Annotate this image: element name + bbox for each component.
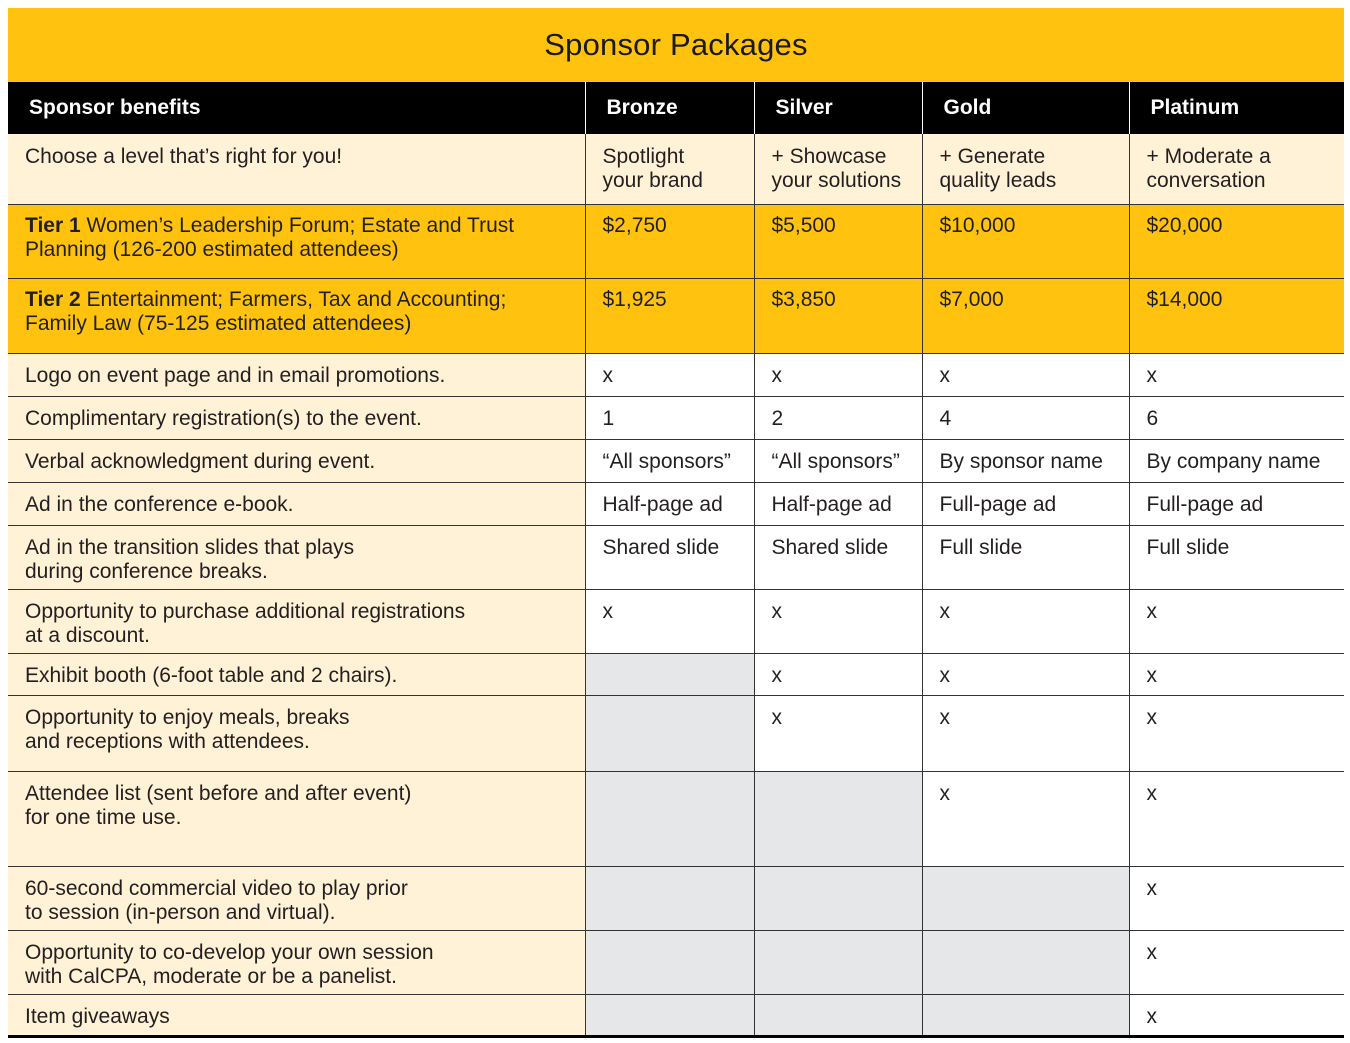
benefit-label [8,353,585,396]
benefit-platinum-cell: x [1129,695,1344,771]
benefit-bronze-cell: Shared slide [585,525,754,589]
tier2-platinum-price: $14,000 [1129,278,1344,353]
benefit-label-line1: Complimentary registration(s) to the event. [25,406,422,430]
benefit-platinum-cell: By company name [1129,439,1344,482]
benefit-platinum-cell: x [1129,653,1344,695]
benefit-bronze-cell [585,771,754,866]
benefit-row [8,439,1344,482]
benefit-label-line2: to session (in-person and virtual). [25,900,336,924]
benefit-label-line1: Opportunity to enjoy meals, breaks [25,705,350,729]
tier2-gold-price: $7,000 [922,278,1129,353]
benefit-gold-cell: x [922,589,1129,653]
choose-silver-line1: + Showcase [771,145,887,168]
benefit-label-line2: at a discount. [25,623,150,647]
tier1-desc-line2: Planning (126-200 estimated attendees) [25,237,399,261]
benefit-label-line1: Logo on event page and in email promotions. [25,363,446,387]
choose-platinum [1129,134,1344,204]
header-row [8,82,1344,134]
benefit-gold-cell: x [922,353,1129,396]
benefit-platinum-cell: Full slide [1129,525,1344,589]
sponsor-packages-table [8,82,1344,1038]
benefit-silver-cell: x [754,353,922,396]
benefit-bronze-cell: 1 [585,396,754,439]
benefit-row [8,396,1344,439]
benefit-label-line2: during conference breaks. [25,559,268,583]
benefit-label [8,994,585,1036]
tier1-name: Tier 1 [25,213,81,237]
benefit-silver-cell [754,994,922,1036]
benefit-bronze-cell [585,930,754,994]
benefit-label [8,589,585,653]
tier2-bronze-price: $1,925 [585,278,754,353]
header-silver: Silver [754,82,922,134]
benefit-bronze-cell [585,994,754,1036]
tier1-desc-line1: Women’s Leadership Forum; Estate and Trust [86,213,515,237]
benefit-row [8,482,1344,525]
benefit-label [8,525,585,589]
benefit-platinum-cell: x [1129,771,1344,866]
benefit-label-line2: with CalCPA, moderate or be a panelist. [25,964,397,988]
benefit-gold-cell [922,994,1129,1036]
benefit-row [8,771,1344,866]
benefit-gold-cell [922,866,1129,930]
benefit-label [8,482,585,525]
sponsor-packages-table-wrapper [8,8,1344,1038]
benefit-label [8,771,585,866]
benefit-label [8,930,585,994]
benefit-row [8,930,1344,994]
benefit-row [8,353,1344,396]
header-platinum: Platinum [1129,82,1344,134]
header-gold: Gold [922,82,1129,134]
benefit-label-line1: Opportunity to purchase additional registrations [25,599,466,623]
tier2-desc-line2: Family Law (75-125 estimated attendees) [25,311,412,335]
benefit-label-line1: Verbal acknowledgment during event. [25,449,376,473]
choose-gold [922,134,1129,204]
tier2-desc-line1: Entertainment; Farmers, Tax and Accounting; [86,287,507,311]
choose-level-row [8,134,1344,204]
tier1-row [8,204,1344,278]
tier1-label [8,204,585,278]
tier1-silver-price: $5,500 [754,204,922,278]
benefit-gold-cell: x [922,653,1129,695]
benefit-silver-cell [754,771,922,866]
benefit-row [8,589,1344,653]
benefit-label-line2: for one time use. [25,805,182,829]
benefit-platinum-cell: x [1129,353,1344,396]
header-bronze: Bronze [585,82,754,134]
benefit-platinum-cell: 6 [1129,396,1344,439]
benefit-label [8,439,585,482]
tier2-silver-price: $3,850 [754,278,922,353]
choose-silver-line2: your solutions [771,169,902,192]
benefit-bronze-cell [585,866,754,930]
benefit-gold-cell: Full-page ad [922,482,1129,525]
benefit-platinum-cell: x [1129,589,1344,653]
benefit-gold-cell: By sponsor name [922,439,1129,482]
choose-bronze [585,134,754,204]
benefit-silver-cell: “All sponsors” [754,439,922,482]
benefit-label-line1: Exhibit booth (6-foot table and 2 chairs). [25,663,398,687]
benefit-bronze-cell [585,653,754,695]
benefit-row [8,866,1344,930]
benefit-gold-cell: x [922,695,1129,771]
choose-bronze-line1: Spotlight [602,145,685,168]
tier1-platinum-price: $20,000 [1129,204,1344,278]
benefit-label [8,396,585,439]
benefit-label-line1: Ad in the transition slides that plays [25,535,355,559]
benefit-label-line1: Attendee list (sent before and after event) [25,781,412,805]
tier2-label [8,278,585,353]
benefit-platinum-cell: Full-page ad [1129,482,1344,525]
benefit-gold-cell: Full slide [922,525,1129,589]
benefit-platinum-cell: x [1129,930,1344,994]
benefit-label-line1: Item giveaways [25,1004,170,1028]
benefit-gold-cell: x [922,771,1129,866]
benefit-gold-cell [922,930,1129,994]
benefit-label-line1: 60-second commercial video to play prior [25,876,408,900]
benefit-silver-cell: x [754,653,922,695]
benefit-bronze-cell: Half-page ad [585,482,754,525]
benefit-label [8,866,585,930]
benefit-silver-cell: x [754,589,922,653]
benefit-platinum-cell: x [1129,994,1344,1036]
benefit-bronze-cell: x [585,589,754,653]
tier2-name: Tier 2 [25,287,81,311]
choose-silver [754,134,922,204]
benefit-silver-cell: Half-page ad [754,482,922,525]
benefit-label-line2: and receptions with attendees. [25,729,310,753]
benefit-bronze-cell [585,695,754,771]
choose-gold-line2: quality leads [939,169,1057,192]
header-benefits: Sponsor benefits [8,82,585,134]
choose-bronze-line2: your brand [602,169,703,192]
benefit-label-line1: Opportunity to co-develop your own session [25,940,434,964]
choose-level-label: Choose a level that’s right for you! [8,134,585,204]
benefit-label-line1: Ad in the conference e-book. [25,492,294,516]
benefit-gold-cell: 4 [922,396,1129,439]
benefit-rows [8,353,1344,1036]
benefit-silver-cell: 2 [754,396,922,439]
benefit-silver-cell [754,866,922,930]
benefit-label [8,695,585,771]
tier1-gold-price: $10,000 [922,204,1129,278]
benefit-row [8,695,1344,771]
choose-gold-line1: + Generate [939,145,1046,168]
tier1-bronze-price: $2,750 [585,204,754,278]
benefit-silver-cell [754,930,922,994]
benefit-bronze-cell: x [585,353,754,396]
choose-platinum-line2: conversation [1146,169,1266,192]
benefit-bronze-cell: “All sponsors” [585,439,754,482]
tier2-row [8,278,1344,353]
benefit-row [8,994,1344,1036]
benefit-silver-cell: x [754,695,922,771]
choose-platinum-line1: + Moderate a [1146,145,1271,168]
benefit-silver-cell: Shared slide [754,525,922,589]
page-title: Sponsor Packages [8,8,1344,82]
benefit-label [8,653,585,695]
benefit-row [8,525,1344,589]
benefit-platinum-cell: x [1129,866,1344,930]
benefit-row [8,653,1344,695]
